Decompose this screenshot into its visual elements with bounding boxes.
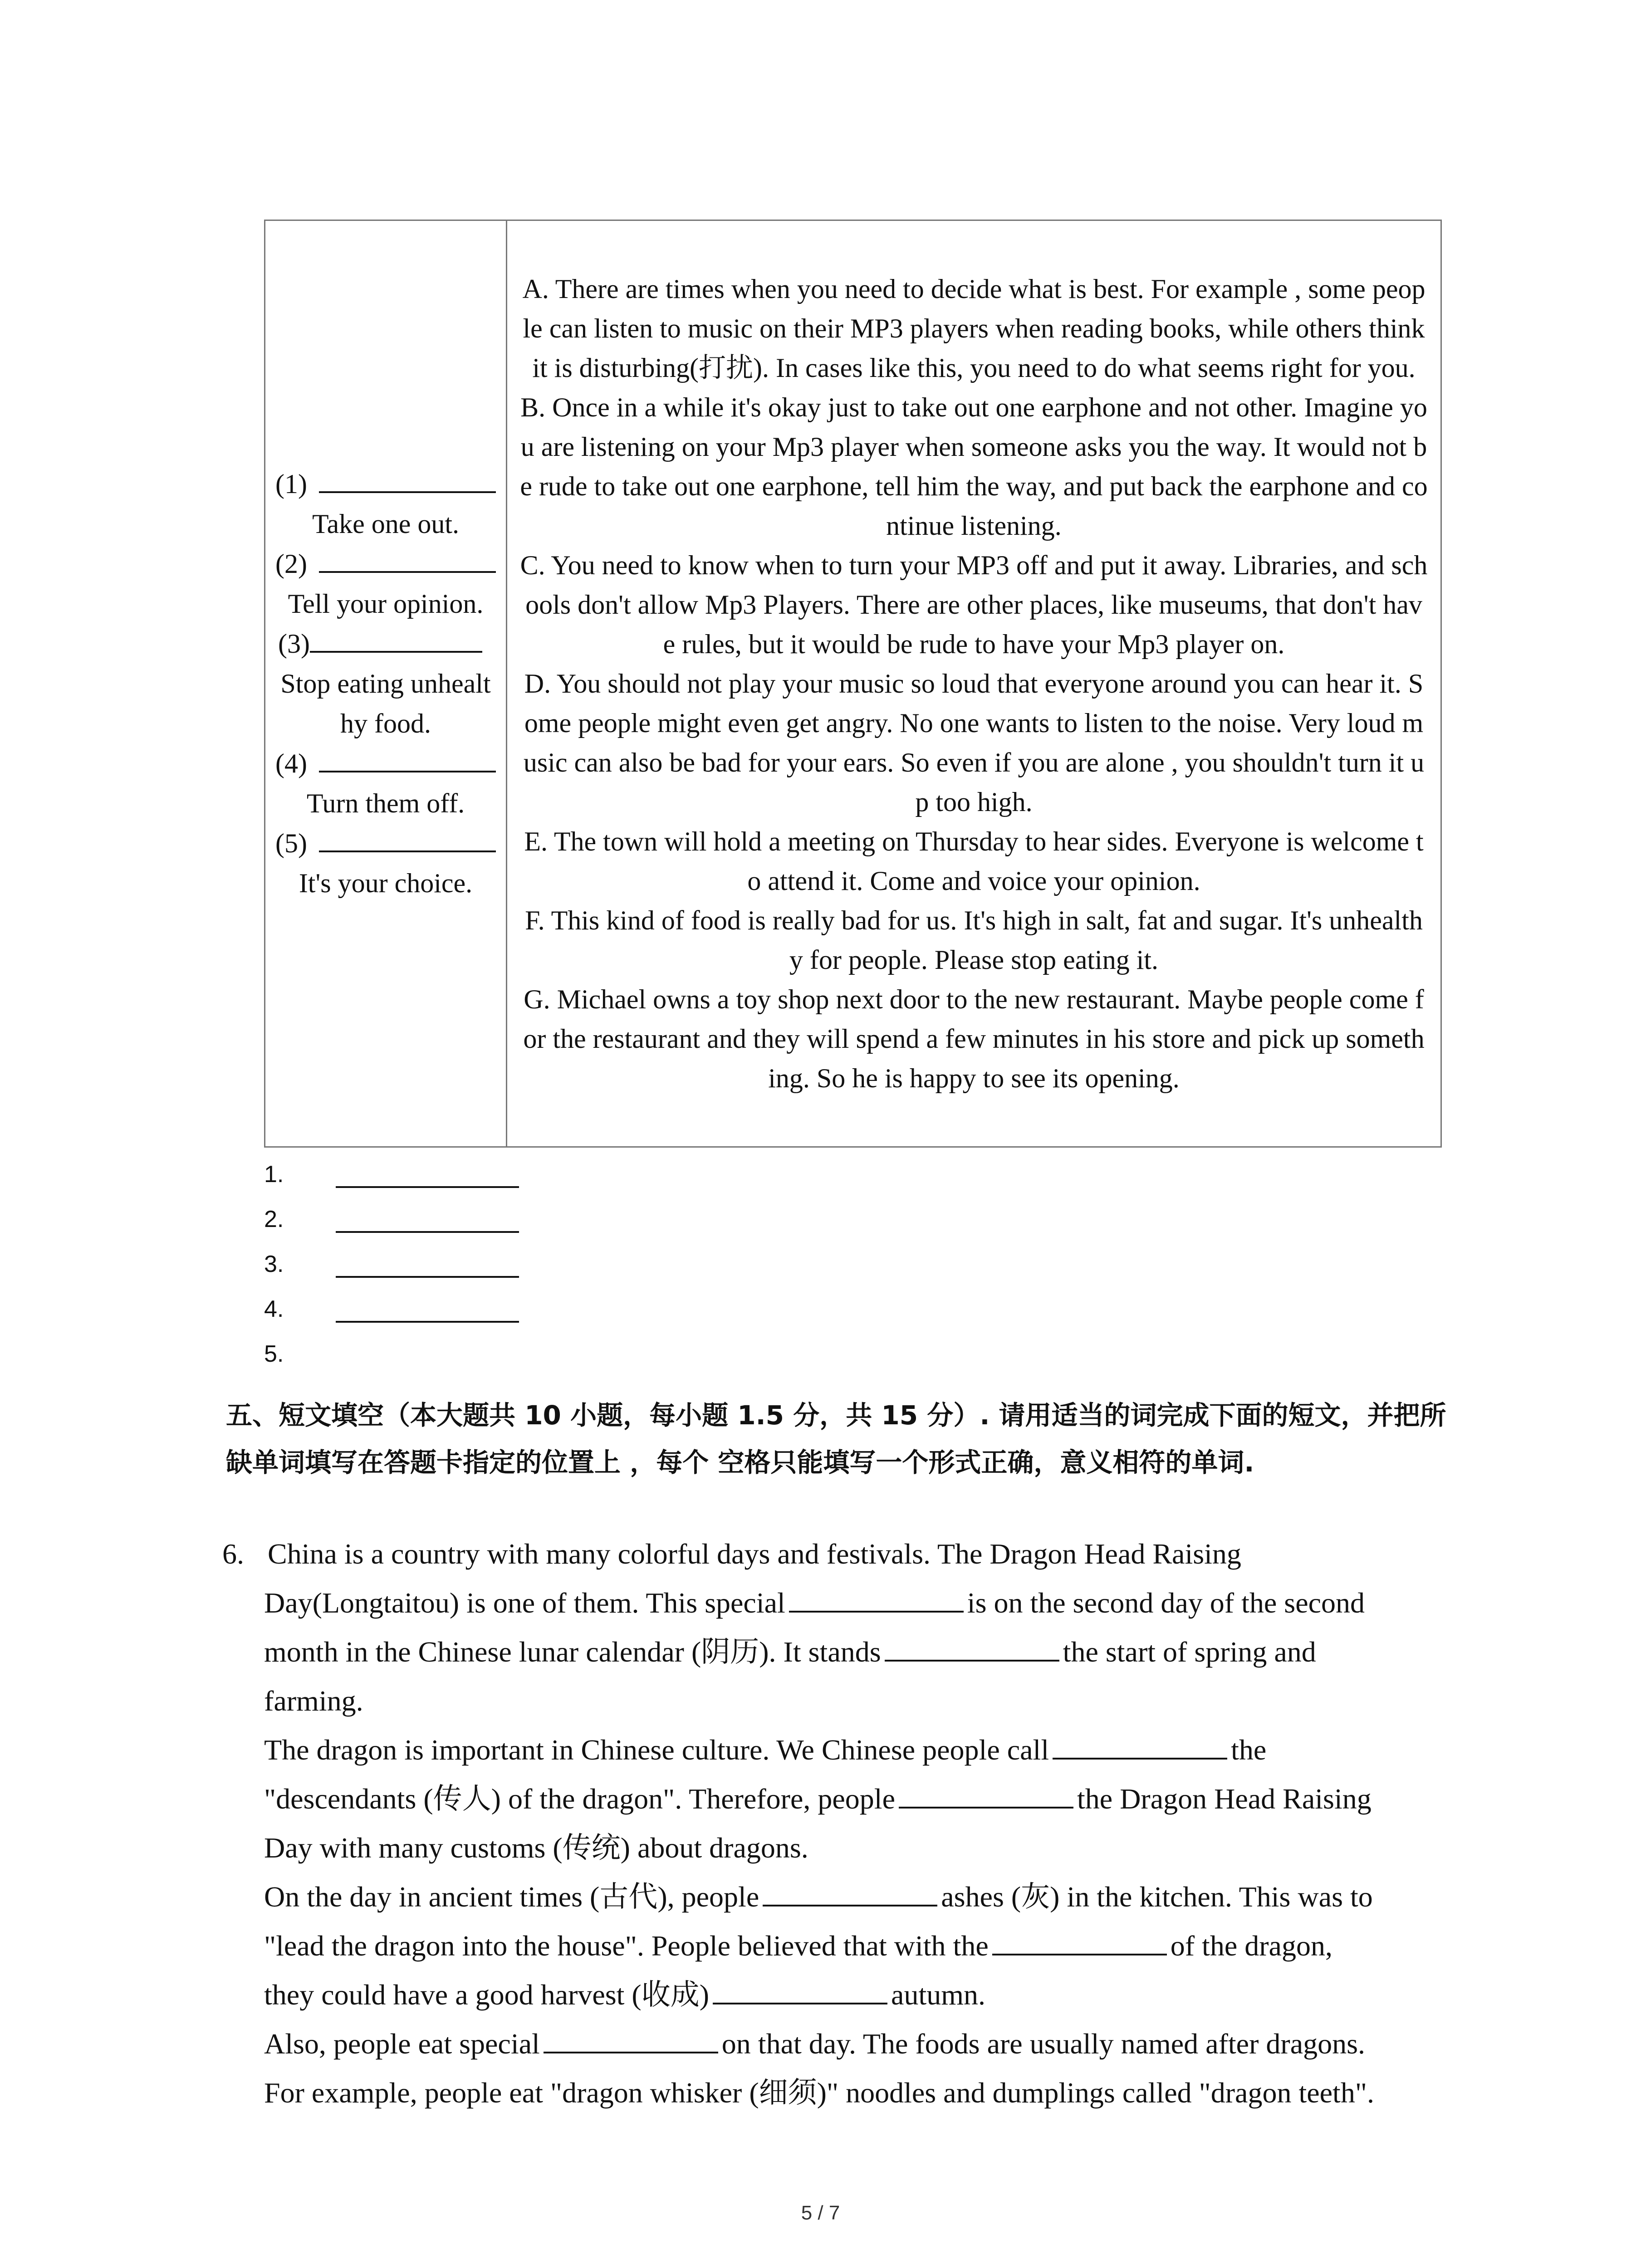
answer-blank-1[interactable]: [319, 491, 496, 493]
answer-blank-3[interactable]: [310, 651, 482, 653]
passage-blank-6[interactable]: [992, 1954, 1167, 1955]
question-5-text: It's your choice.: [299, 868, 473, 898]
questions-cell: [265, 220, 507, 1147]
passage-blank-7[interactable]: [713, 2003, 887, 2004]
question-2-text: Tell your opinion.: [288, 589, 484, 619]
question-4: (4): [275, 743, 496, 783]
passage-blank-5[interactable]: [763, 1905, 937, 1906]
question-3-text: Stop eating unhealthy food.: [280, 669, 491, 738]
option-a: A. There are times when you need to decide what is best. For example , some people can listen to music on their MP3 players when reading books, while others think it is disturbing(打扰). In cases like this, you need to do what seems right for you.: [522, 274, 1425, 383]
passage-blank-4[interactable]: [899, 1807, 1073, 1809]
passage-question-6: 6. China is a country with many colorful days and festivals. The Dragon Head Raising Day(Longtaitou) is one of them. This special is on the second day of the second month in the Chinese lunar calendar (阴历). It stands the start of spring and farming. The dragon is important in Chinese culture. We Chinese people call the "descendants (传人) of the dragon". Therefore, people the Dragon Head Raising Day with many customs (传统) about dragons. On the day in ancient times (古代), people ashes (灰) in the kitchen. This was to "lead the dragon into the house". People believed that with the of the dragon, they could have a good harvest (收成) autumn. Also, people eat special on that day. The foods are usually named after dragons. For example, people eat "dragon whisker (细须)" noodles and dumplings called "dragon teeth".: [222, 1530, 1456, 2117]
option-d: D. You should not play your music so loud that everyone around you can hear it. Some people might even get angry. No one wants to listen to the noise. Very loud music can also be bad for your ears. So even if you are alone , you shouldn't turn it up too high.: [523, 668, 1425, 817]
section-5-title: 五、短文填空（本大题共 10 小题，每小题 1.5 分，共 15 分）. 请用适当的词完成下面的短文，并把所缺单词填写在答题卡指定的位置上 ，每个 空格只能填写一个形式正确，意义相符的单词.: [226, 1400, 1446, 1478]
question-2: (2): [275, 544, 496, 584]
passage-blank-2[interactable]: [885, 1660, 1059, 1662]
option-g: G. Michael owns a toy shop next door to the new restaurant. Maybe people come for the restaurant and they will spend a few minutes in his store and pick up something. So he is happy to see its opening.: [523, 984, 1425, 1093]
question-1-text: Take one out.: [312, 509, 460, 539]
option-f: F. This kind of food is really bad for us. It's high in salt, fat and sugar. It's unhealthy for people. Please stop eating it.: [525, 905, 1423, 975]
answer-line-3[interactable]: [336, 1276, 519, 1278]
answer-line-1[interactable]: [336, 1186, 519, 1188]
options-cell: [507, 220, 1441, 1147]
option-b: B. Once in a while it's okay just to take out one earphone and not other. Imagine you are listening on your Mp3 player when someone asks you the way. It would not be rude to take out one earphone, tell him the way, and put back the earphone and continue listening.: [520, 392, 1428, 541]
passage-blank-8[interactable]: [544, 2052, 718, 2053]
matching-table: [264, 220, 1442, 1148]
option-e: E. The town will hold a meeting on Thursday to hear sides. Everyone is welcome to attend it. Come and voice your opinion.: [524, 826, 1424, 896]
answer-blank-5[interactable]: [319, 850, 496, 852]
answer-line-2[interactable]: [336, 1231, 519, 1233]
question-number: 6.: [222, 1538, 244, 1570]
answer-line-4[interactable]: [336, 1321, 519, 1323]
passage-blank-1[interactable]: [789, 1611, 964, 1613]
question-4-text: Turn them off.: [306, 788, 465, 818]
question-3: (3): [275, 624, 496, 664]
answer-blank-2[interactable]: [319, 571, 496, 573]
page-number: 5 / 7: [801, 2202, 840, 2224]
option-c: C. You need to know when to turn your MP3 off and put it away. Libraries, and schools don't allow Mp3 Players. There are other places, like museums, that don't have rules, but it would be rude to have your Mp3 player on.: [520, 550, 1428, 659]
question-1: (1): [275, 464, 496, 504]
passage-blank-3[interactable]: [1053, 1758, 1227, 1760]
question-5: (5): [275, 823, 496, 863]
answer-blank-4[interactable]: [319, 771, 496, 772]
